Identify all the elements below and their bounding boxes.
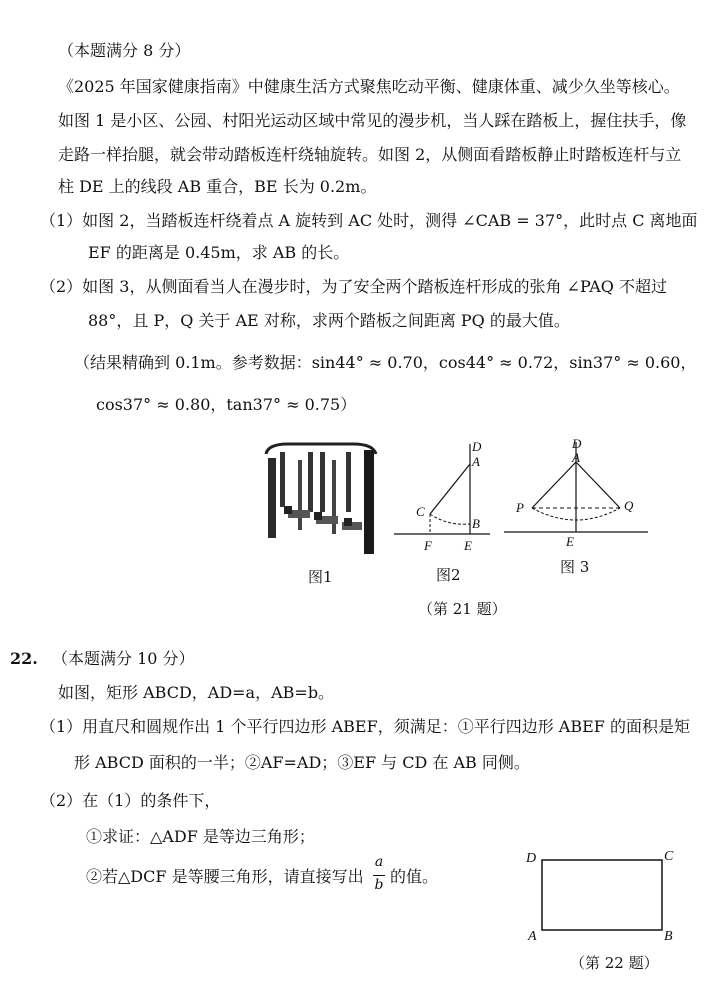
q21-ref-line1: （结果精确到 0.1m。参考数据：sin44° ≈ 0.70，cos44° ≈ 0.72，sin37° ≈ 0.60， [74,353,697,372]
rect-label-c: C [664,849,674,864]
q21-part1-line1: （1）如图 2，当踏板连杆绕着点 A 旋转到 AC 处时，测得 ∠CAB = 37°，此时点 C 离地面 [40,211,698,230]
fraction-bar [373,875,385,876]
fig1-caption: 图1 [308,568,333,586]
fig2-label-d: D [472,439,482,454]
q21-desc-line2: 走路一样抬腿，就会带动踏板连杆绕轴旋转。如图 2，从侧面看踏板静止时踏板连杆与立 [58,145,682,164]
fraction-denominator: b [374,877,384,893]
rect-label-a: A [528,929,537,944]
fig3-label-d: D [572,436,582,451]
q22-part1-line2: 形 ABCD 面积的一半；②AF=AD；③EF 与 CD 在 AB 同侧。 [74,753,530,772]
q21-desc-line3: 柱 DE 上的线段 AB 重合，BE 长为 0.2m。 [58,177,377,196]
fig3-label-a: A [572,450,580,465]
q22-part2-item2: ②若△DCF 是等腰三角形，请直接写出 [86,867,364,886]
q22-part2-item2-suffix: 的值。 [390,867,439,886]
q22-question-caption: （第 22 题） [570,954,659,972]
q22-part2-line1: （2）在（1）的条件下， [40,791,221,810]
q21-desc-line1: 如图 1 是小区、公园、村阳光运动区域中常见的漫步机，当人踩在踏板上，握住扶手，像 [58,111,687,130]
q21-part2-line2: 88°，且 P，Q 关于 AE 对称，求两个踏板之间距离 PQ 的最大值。 [88,311,570,330]
q21-intro: 《2025 年国家健康指南》中健康生活方式聚焦吃动平衡、健康体重、减少久坐等核心。 [58,77,680,96]
q21-part1-line2: EF 的距离是 0.45m，求 AB 的长。 [88,243,350,262]
q22-points: （本题满分 10 分） [52,649,195,668]
q21-part2-line1: （2）如图 3，从侧面看当人在漫步时，为了安全两个踏板连杆形成的张角 ∠PAQ 不超过 [40,277,667,296]
fig3-label-q: Q [624,498,634,513]
fraction-numerator: a [374,854,384,870]
fig2-caption: 图2 [436,566,461,584]
q22-part1-line1: （1）用直尺和圆规作出 1 个平行四边形 ABEF，须满足：①平行四边形 ABEF 的面积是矩 [40,717,690,736]
fig3-diagram [502,432,650,552]
rect-label-b: B [664,929,673,944]
fig2-label-b: B [472,516,480,531]
fig3-label-p: P [516,500,524,515]
q21-ref-line2: cos37° ≈ 0.80，tan37° ≈ 0.75） [96,395,357,414]
q21-question-caption: （第 21 题） [418,600,507,618]
q22-intro: 如图，矩形 ABCD，AD=a，AB=b。 [58,683,335,702]
fig2-label-a: A [472,454,480,469]
fig2-diagram [392,436,492,556]
q22-part2-item1: ①求证：△ADF 是等边三角形； [86,827,315,846]
q22-number: 22. [10,649,38,668]
fig3-label-e: E [566,534,574,549]
fig1-walking-machine-image [258,440,388,555]
fig2-label-c: C [416,504,425,519]
fig3-caption: 图 3 [560,558,590,576]
q22-rectangle-figure [522,842,692,950]
fig2-label-e: E [464,538,472,553]
rect-label-d: D [526,851,537,866]
q21-points: （本题满分 8 分） [58,41,191,60]
fig2-label-f: F [424,538,432,553]
